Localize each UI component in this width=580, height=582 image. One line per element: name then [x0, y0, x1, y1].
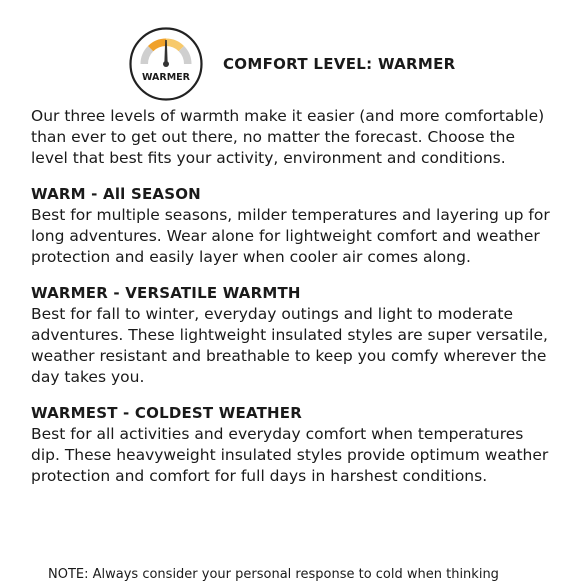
- level-title: WARM - All SEASON: [31, 185, 201, 203]
- intro-text: Our three levels of warmth make it easier (and more comfortable) than ever to get out there, no matter the forecast. Choose the level that best fits your activity, environment and conditions.: [31, 107, 545, 167]
- level-description: Best for all activities and everyday comfort when temperatures dip. These heavyweight insulated styles provide optimum weather protection and comfort for full days in harshest conditions.: [31, 425, 549, 485]
- level-warmest: [31, 403, 556, 487]
- level-description: Best for fall to winter, everyday outings and light to moderate adventures. These lightweight insulated styles are super versatile, weather resistant and breathable to keep you comfy wherever the day takes you.: [31, 305, 548, 386]
- note-text: NOTE: Always consider your personal response to cold when thinking: [48, 567, 499, 582]
- page-title: COMFORT LEVEL: WARMER: [223, 55, 456, 73]
- content: [31, 106, 556, 502]
- level-warm: [31, 184, 556, 268]
- gauge-label: WARMER: [142, 72, 190, 83]
- warmth-gauge-icon: [128, 26, 204, 102]
- level-warmer: [31, 283, 556, 388]
- level-title: WARMER - VERSATILE WARMTH: [31, 284, 301, 302]
- level-description: Best for multiple seasons, milder temperatures and layering up for long adventures. Wear alone for lightweight comfort and weather protection and easily layer when cooler air comes along.: [31, 206, 550, 266]
- comfort-header: [128, 26, 468, 102]
- level-title: WARMEST - COLDEST WEATHER: [31, 404, 303, 422]
